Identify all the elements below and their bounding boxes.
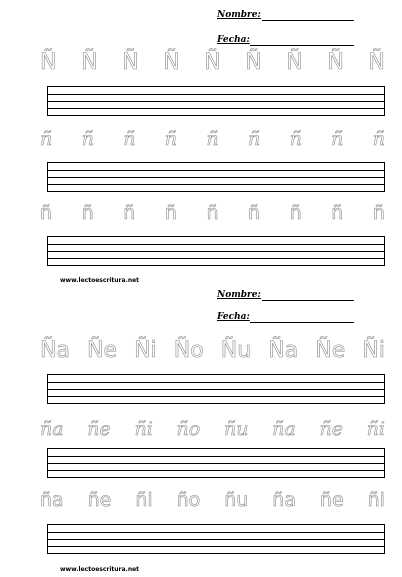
trace-letter: ñ <box>40 202 53 224</box>
writing-lines[interactable] <box>47 524 385 554</box>
trace-letter: ñ <box>40 128 53 150</box>
trace-letter: Ñ <box>286 50 303 75</box>
trace-letter: ñ <box>289 202 302 224</box>
trace-letter: Ñ <box>122 50 139 75</box>
trace-letter: ñ <box>206 202 219 224</box>
trace-letter: ñ <box>247 128 261 150</box>
trace-syllable: Ño <box>173 338 204 363</box>
trace-letter: ñ <box>123 202 136 224</box>
trace-syllable: ña <box>272 489 296 511</box>
trace-letter: ñ <box>81 128 94 150</box>
footer-url: www.lectoescritura.net <box>60 566 140 573</box>
trace-syllable: ñi <box>134 418 153 440</box>
trace-row-cursive <box>40 420 385 439</box>
trace-syllable: ña <box>40 489 64 511</box>
trace-letter: Ñ <box>40 50 57 75</box>
trace-syllable: ñe <box>87 418 111 440</box>
trace-syllable: ñi <box>135 489 153 511</box>
name-label: Nombre: <box>217 10 261 20</box>
trace-letter: ñ <box>372 128 385 150</box>
trace-syllable: Ñe <box>87 338 118 363</box>
trace-letter: ñ <box>372 202 385 224</box>
trace-letter: Ñ <box>204 50 221 75</box>
trace-letter: ñ <box>206 128 219 150</box>
trace-letter: ñ <box>164 202 177 224</box>
trace-letter: ñ <box>123 128 136 150</box>
trace-row-capital <box>40 52 385 74</box>
trace-letter: ñ <box>289 128 302 150</box>
trace-syllable: ña <box>272 418 296 440</box>
trace-syllable: ñe <box>319 489 344 511</box>
worksheet-1 <box>0 0 402 288</box>
trace-syllable: Ñu <box>220 338 252 363</box>
trace-row-print <box>40 204 385 223</box>
trace-letter: Ñ <box>81 50 98 75</box>
trace-letter: ñ <box>248 202 261 224</box>
trace-row-cursive <box>40 130 385 149</box>
writing-lines[interactable] <box>47 374 385 404</box>
trace-syllable: ño <box>176 418 201 440</box>
trace-syllable: ñi <box>367 489 385 511</box>
trace-row-print <box>40 491 385 510</box>
worksheet-2 <box>0 288 402 577</box>
date-label: Fecha: <box>217 35 250 45</box>
trace-syllable: ñe <box>319 418 343 440</box>
footer-url: www.lectoescritura.net <box>60 277 140 284</box>
trace-letter: ñ <box>164 128 178 150</box>
writing-lines[interactable] <box>47 448 385 478</box>
writing-lines[interactable] <box>47 162 385 192</box>
trace-letter: Ñ <box>245 50 262 75</box>
trace-syllable: ñi <box>366 418 385 440</box>
writing-lines[interactable] <box>47 86 385 116</box>
trace-letter: ñ <box>81 202 94 224</box>
name-line <box>262 20 354 21</box>
trace-letter: Ñ <box>327 50 344 75</box>
trace-syllable: Ña <box>268 338 299 363</box>
date-line <box>250 322 354 323</box>
trace-letter: ñ <box>331 128 344 150</box>
trace-syllable: Ñi <box>134 338 157 363</box>
trace-syllable: Ñe <box>315 338 346 363</box>
trace-letter: Ñ <box>163 50 180 75</box>
trace-syllable: Ña <box>40 338 70 363</box>
name-line <box>262 300 354 301</box>
date-line <box>250 45 354 46</box>
trace-syllable: ñu <box>223 418 249 440</box>
trace-row-capital <box>40 340 385 362</box>
trace-syllable: Ñi <box>362 338 385 363</box>
trace-syllable: ñe <box>87 489 112 511</box>
writing-lines[interactable] <box>47 236 385 266</box>
trace-letter: ñ <box>331 202 344 224</box>
trace-letter: Ñ <box>368 50 385 75</box>
trace-syllable: ña <box>40 418 64 440</box>
trace-syllable: ñu <box>224 489 249 511</box>
date-label: Fecha: <box>217 312 250 322</box>
name-label: Nombre: <box>217 290 261 300</box>
trace-syllable: ño <box>176 489 201 511</box>
